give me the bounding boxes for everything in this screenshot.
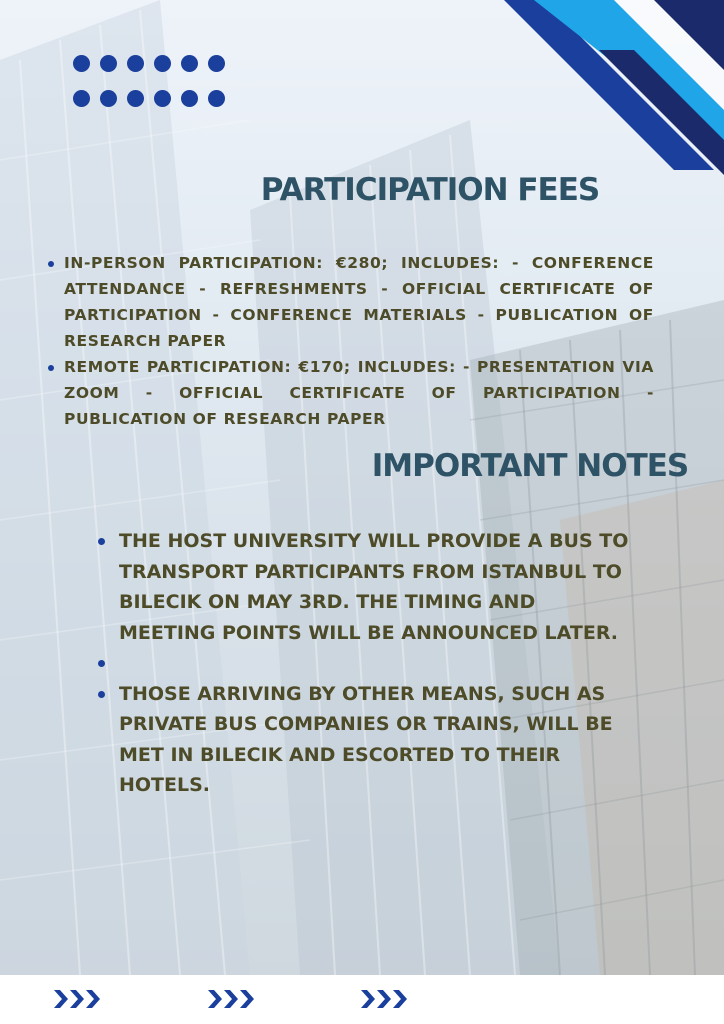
- dot: [100, 55, 117, 72]
- dot: [208, 55, 225, 72]
- dot: [73, 90, 90, 107]
- dot: [181, 90, 198, 107]
- fee-item-remote: REMOTE PARTICIPATION: €170; INCLUDES: - PRESENTATION VIA ZOOM - OFFICIAL CERTIFICATE OF PARTICIPATION - PUBLICATION OF RESEARCH PAPER: [46, 354, 654, 432]
- note-item-other-means: THOSE ARRIVING BY OTHER MEANS, SUCH AS PRIVATE BUS COMPANIES OR TRAINS, WILL BE MET IN BILECIK AND ESCORTED TO THEIR HOTELS.: [96, 679, 636, 801]
- notes-heading: IMPORTANT NOTES: [371, 448, 689, 484]
- dot: [127, 55, 144, 72]
- dot: [127, 90, 144, 107]
- triple-chevron-right-icon: [208, 987, 258, 1011]
- dot: [181, 55, 198, 72]
- fee-item-in-person: IN-PERSON PARTICIPATION: €280; INCLUDES: - CONFERENCE ATTENDANCE - REFRESHMENTS - OFFICIAL CERTIFICATE OF PARTICIPATION - CONFERENCE MATERIALS - PUBLICATION OF RESEARCH PAPER: [46, 250, 654, 354]
- triple-chevron-right-icon: [361, 987, 411, 1011]
- fees-list: [46, 250, 654, 432]
- fees-heading: PARTICIPATION FEES: [260, 172, 600, 208]
- dot: [154, 90, 171, 107]
- note-item-bus: THE HOST UNIVERSITY WILL PROVIDE A BUS TO TRANSPORT PARTICIPANTS FROM ISTANBUL TO BILECIK ON MAY 3RD. THE TIMING AND MEETING POINTS WILL BE ANNOUNCED LATER.: [96, 526, 636, 648]
- triple-chevron-right-icon: [54, 987, 104, 1011]
- dot-grid-icon: [70, 54, 234, 110]
- notes-list: [96, 526, 636, 801]
- corner-stripes-icon: [504, 0, 724, 180]
- dot: [73, 55, 90, 72]
- note-item-empty: [96, 648, 636, 679]
- dot: [208, 90, 225, 107]
- dot: [154, 55, 171, 72]
- dot: [100, 90, 117, 107]
